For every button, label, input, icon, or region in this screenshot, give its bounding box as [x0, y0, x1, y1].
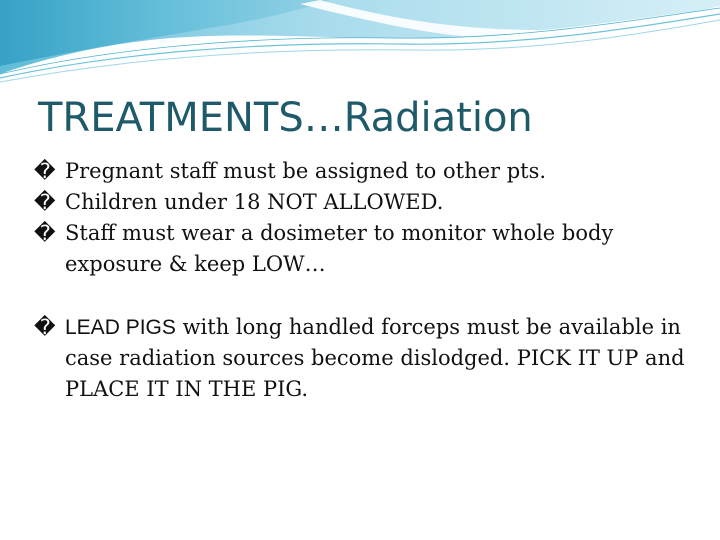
bullet-text: Pregnant staff must be assigned to other pts. [65, 159, 547, 183]
bullet-marker-icon: � [34, 190, 56, 214]
bullet-marker-icon: � [34, 221, 56, 245]
bullet-marker-icon: � [34, 315, 56, 339]
bullet-text: Children under 18 NOT ALLOWED. [65, 190, 444, 214]
bullet-lead-text: LEAD PIGS [65, 316, 176, 339]
bullet-list [34, 156, 694, 405]
bullet-text: with long handled forceps must be available in case radiation sources become dislodged. PICK IT UP and PLACE IT IN THE PIG. [65, 315, 685, 401]
slide-title: TREATMENTS…Radiation [38, 95, 533, 141]
bullet-item [34, 218, 694, 280]
bullet-text: Staff must wear a dosimeter to monitor whole body exposure & keep LOW… [65, 221, 614, 276]
bullet-marker-icon: � [34, 159, 56, 183]
bullet-item [34, 187, 694, 218]
header-wave-decoration [0, 0, 720, 90]
bullet-item [34, 156, 694, 187]
bullet-item [34, 312, 694, 405]
